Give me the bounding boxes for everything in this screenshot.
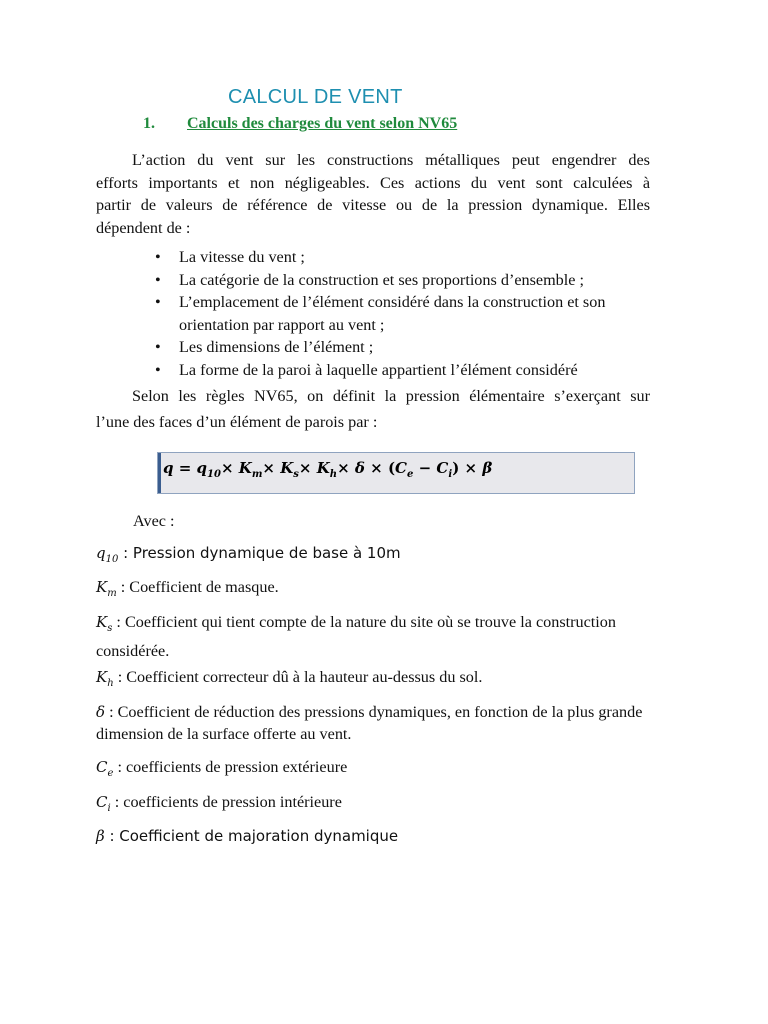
bullet-icon: •: [155, 338, 161, 356]
definition-item: $K_h$ : Coefficient correcteur dû à la hauteur au-dessus du sol.: [96, 668, 483, 689]
definition-item: $K_m$ : Coefficient de masque.: [96, 578, 279, 599]
section-number: 1.: [143, 115, 155, 132]
bullet-icon: •: [155, 360, 161, 379]
definition-item: $C_i$ : coefficients de pression intérieure: [96, 793, 342, 814]
page-title: CALCUL DE VENT: [228, 86, 403, 108]
bullet-icon: •: [155, 248, 161, 266]
formula-accent-bar: [158, 453, 161, 493]
section-heading: [143, 115, 457, 133]
section-heading-text: Calculs des charges du vent selon NV65: [187, 115, 458, 132]
list-item: • La catégorie de la construction et ses proportions d’ensemble ;: [155, 269, 665, 292]
bullet-icon: •: [155, 270, 161, 289]
intro-line: L’action du vent sur les constructions métalliques peut engendrer des: [132, 151, 650, 169]
definition-item: $C_e$ : coefficients de pression extérieure: [96, 758, 348, 779]
definition-item: δ : Coefficient de réduction des pressions dynamiques, en fonction de la plus grande dimension de la surface offerte au vent.: [96, 703, 643, 743]
wind-pressure-formula: $q = q_{10}\times K_m\times K_s\times K_h\times \delta \times (C_e - C_i) \times \beta$: [163, 459, 493, 480]
definition-item: $K_s$ : Coefficient qui tient compte de la nature du site où se trouve la construction considérée.: [96, 613, 616, 660]
intro-paragraph: [96, 149, 650, 239]
avec-label: Avec :: [133, 512, 175, 530]
rules-line: Selon les règles NV65, on définit la pression élémentaire s’exerçant sur: [132, 387, 650, 405]
definition-item: β : Coefficient de majoration dynamique: [96, 827, 399, 845]
rules-paragraph: [96, 385, 650, 433]
formula-box: [157, 452, 635, 494]
definition-item: $q_{10}$ : Pression dynamique de base à 10m: [96, 544, 401, 565]
list-item: • Les dimensions de l’élément ;: [155, 336, 665, 359]
rules-line: l’une des faces d’un élément de parois par :: [96, 412, 378, 431]
bullet-icon: •: [155, 293, 161, 311]
list-item: • La forme de la paroi à laquelle appartient l’élément considéré: [155, 359, 665, 382]
intro-line: dépendent de :: [96, 218, 191, 237]
intro-line: partir de valeurs de référence de vitesse ou de la pression dynamique. Elles: [96, 196, 650, 214]
list-item: • La vitesse du vent ;: [155, 246, 665, 269]
bullet-list: [155, 246, 665, 381]
list-item: • L’emplacement de l’élément considéré dans la construction et son orientation par rapport au vent ;: [155, 293, 606, 334]
intro-line: efforts importants et non négligeables. Ces actions du vent sont calculées à: [96, 173, 650, 192]
